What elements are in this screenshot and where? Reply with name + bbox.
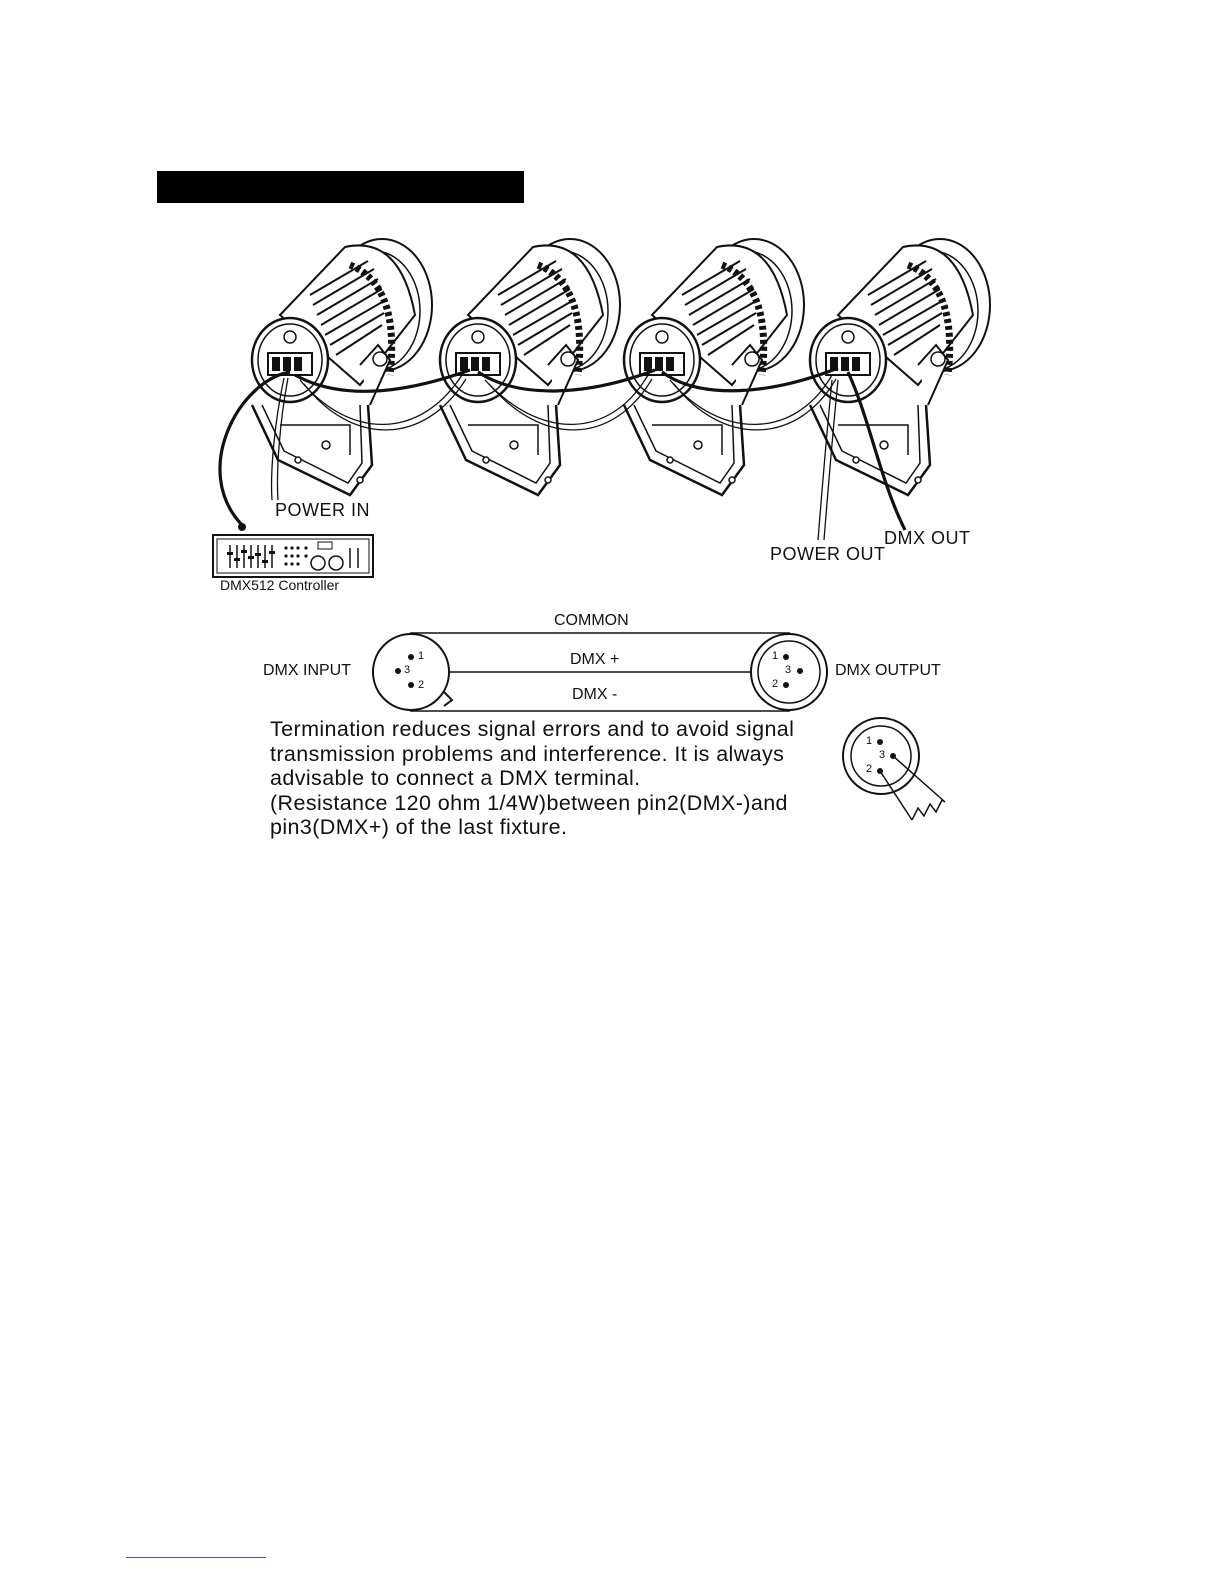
power-out-label: POWER OUT xyxy=(770,544,886,564)
note-line: Termination reduces signal errors and to avoid signal xyxy=(270,717,795,741)
output-pin-2: 2 xyxy=(772,678,779,690)
power-in-label: POWER IN xyxy=(275,500,371,520)
dmx512-controller xyxy=(213,523,373,577)
input-pin-3: 3 xyxy=(404,664,411,676)
fixture-2 xyxy=(440,239,620,495)
termination-note xyxy=(270,717,840,840)
footer-rule xyxy=(126,1557,266,1558)
note-line: pin3(DMX+) of the last fixture. xyxy=(270,815,568,839)
note-line: advisable to connect a DMX terminal. xyxy=(270,766,641,790)
dmx-plus-label: DMX + xyxy=(570,651,620,668)
common-label: COMMON xyxy=(554,612,629,629)
dmx-input-label: DMX INPUT xyxy=(263,662,351,679)
output-pin-1: 1 xyxy=(772,650,779,662)
controller-label: DMX512 Controller xyxy=(220,577,340,593)
terminator-pin-2: 2 xyxy=(866,763,873,775)
note-line: (Resistance 120 ohm 1/4W)between pin2(DMX-)and xyxy=(270,790,788,815)
dmx-minus-label: DMX - xyxy=(572,686,618,703)
dmx-terminator xyxy=(843,718,945,820)
fixture-3 xyxy=(624,239,804,495)
dmx-out-label: DMX OUT xyxy=(884,528,971,548)
dmx-output-label: DMX OUTPUT xyxy=(835,662,941,679)
terminator-pin-3: 3 xyxy=(879,749,886,761)
xlr-input-connector xyxy=(373,634,452,710)
input-pin-1: 1 xyxy=(418,650,425,662)
input-pin-2: 2 xyxy=(418,679,425,691)
fixture-1 xyxy=(252,239,432,495)
terminator-pin-1: 1 xyxy=(866,735,873,747)
output-pin-3: 3 xyxy=(785,664,792,676)
note-line: transmission problems and interference. It is always xyxy=(270,741,785,766)
